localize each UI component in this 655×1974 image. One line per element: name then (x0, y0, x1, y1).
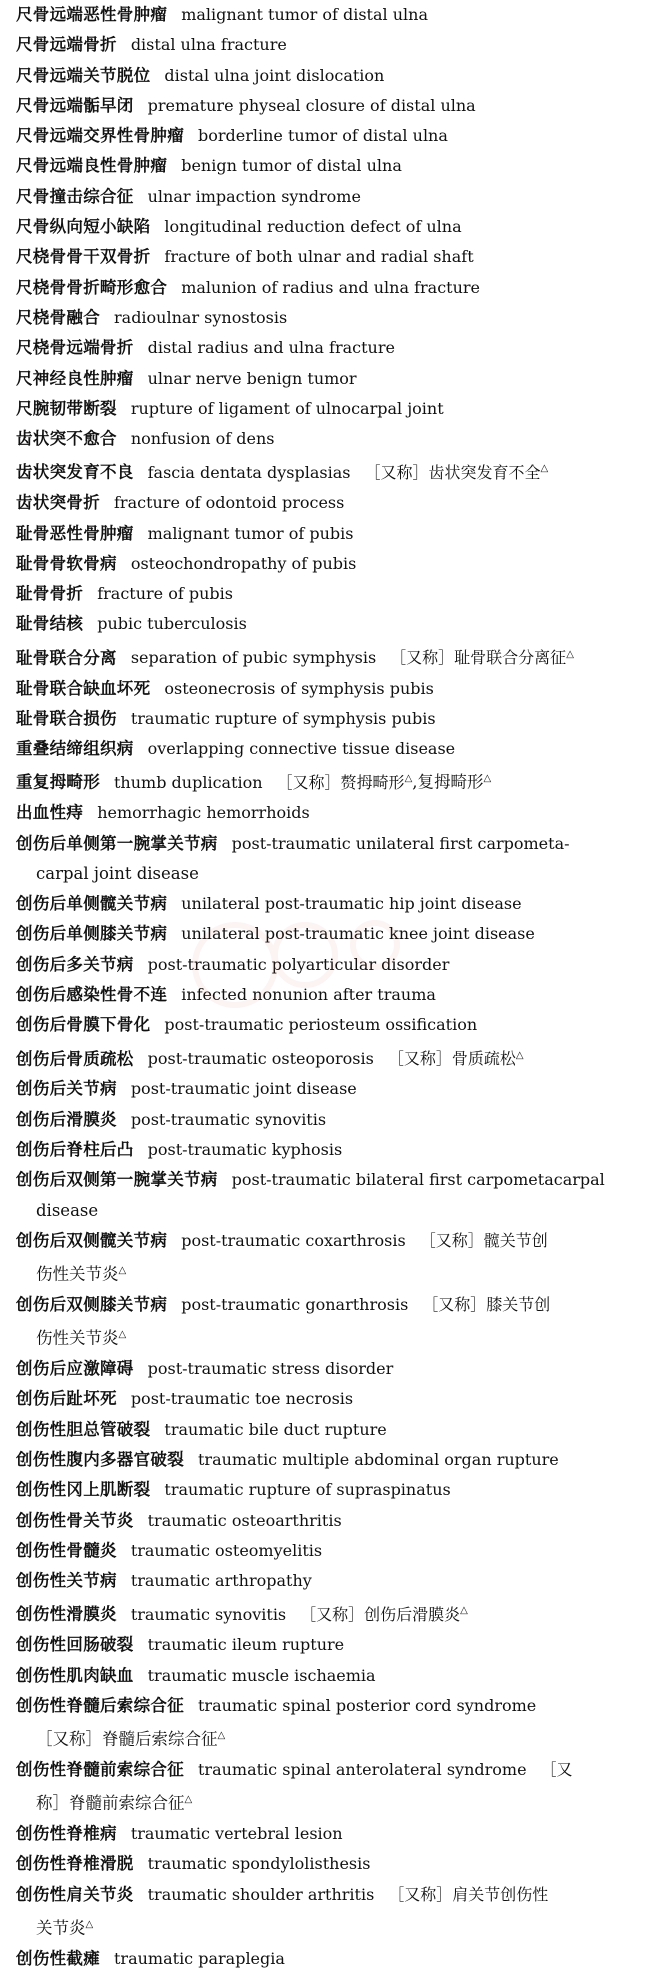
entry-english-term: overlapping connective tissue disease (147, 739, 456, 759)
dictionary-entry (0, 1506, 655, 1536)
entry-english-term: post-traumatic joint disease (130, 1079, 357, 1099)
entry-alias-second: ,复拇畸形 (412, 772, 484, 792)
entry-english-term: nonfusion of dens (130, 429, 275, 449)
entry-english-term: longitudinal reduction defect of ulna (164, 217, 462, 237)
entry-alias: ［又称］赘拇畸形 (276, 772, 405, 792)
entry-english-term: traumatic paraplegia (114, 1948, 285, 1968)
dictionary-entry (0, 1290, 655, 1354)
entry-chinese-term: 耻骨联合分离 (16, 648, 117, 668)
entry-chinese-term: 重叠结缔组织病 (16, 739, 134, 759)
entry-alias: ［又称］创伤后滑膜炎 (300, 1604, 461, 1624)
triangle-mark: △ (404, 773, 413, 785)
entry-english-term: traumatic osteoarthritis (147, 1510, 342, 1530)
entry-chinese-term: 创伤性骨关节炎 (16, 1510, 134, 1530)
entry-continuation (16, 1196, 643, 1226)
entry-english-term: benign tumor of distal ulna (181, 156, 402, 176)
entry-english-term: rupture of ligament of ulnocarpal joint (130, 398, 444, 418)
entry-chinese-term: 耻骨结核 (16, 614, 84, 634)
dictionary-entry (0, 1819, 655, 1849)
entry-chinese-term: 创伤后趾坏死 (16, 1389, 117, 1409)
entry-english-term: traumatic spinal anterolateral syndrome (198, 1759, 527, 1779)
entry-chinese-term: 创伤性脊髓前索综合征 (16, 1759, 184, 1779)
entry-chinese-term: 尺桡骨融合 (16, 307, 100, 327)
entry-chinese-term: 创伤后单侧第一腕掌关节病 (16, 833, 218, 853)
dictionary-entry (0, 1415, 655, 1445)
triangle-mark: △ (85, 1918, 94, 1930)
entry-continuation-text: ［又称］脊髓后索综合征 (36, 1729, 218, 1749)
dictionary-entry (0, 579, 655, 609)
entry-alias: ［又称］膝关节创 (422, 1294, 551, 1314)
dictionary-entry (0, 1165, 655, 1226)
entry-english-term: traumatic rupture of symphysis pubis (130, 708, 436, 728)
dictionary-entry (0, 1074, 655, 1104)
entry-chinese-term: 创伤性胆总管破裂 (16, 1419, 151, 1439)
dictionary-entry (0, 1630, 655, 1660)
dictionary-entry (0, 242, 655, 272)
entry-english-term: post-traumatic bilateral first carpometacarpal (231, 1170, 605, 1190)
entry-chinese-term: 齿状突不愈合 (16, 429, 117, 449)
triangle-mark: △ (566, 648, 574, 660)
dictionary-entry (0, 30, 655, 60)
entry-alias: ［又称］齿状突发育不全 (364, 462, 541, 482)
entry-chinese-term: 创伤性肩关节炎 (16, 1884, 134, 1904)
dictionary-entry (0, 1354, 655, 1384)
entry-chinese-term: 创伤后应激障碍 (16, 1359, 134, 1379)
dictionary-entry (0, 273, 655, 303)
entry-chinese-term: 耻骨联合损伤 (16, 708, 117, 728)
entry-english-term: osteonecrosis of symphysis pubis (164, 678, 434, 698)
entry-chinese-term: 尺骨远端骺早闭 (16, 95, 134, 115)
entry-chinese-term: 尺桡骨骨干双骨折 (16, 247, 151, 267)
entry-continuation (16, 859, 643, 889)
dictionary-entry (0, 151, 655, 181)
entry-english-term: post-traumatic unilateral first carpometa- (231, 833, 570, 853)
dictionary-entry (0, 1944, 655, 1974)
entry-continuation-text: 关节炎 (36, 1918, 86, 1938)
entry-continuation (16, 1785, 643, 1819)
dictionary-entry (0, 980, 655, 1010)
entry-chinese-term: 创伤性回肠破裂 (16, 1635, 134, 1655)
dictionary-entry (0, 121, 655, 151)
entry-english-term: traumatic muscle ischaemia (147, 1665, 376, 1685)
entry-english-term: traumatic ileum rupture (147, 1635, 345, 1655)
dictionary-entry (0, 519, 655, 549)
dictionary-entry (0, 1596, 655, 1630)
entry-english-term: traumatic spinal posterior cord syndrome (198, 1695, 537, 1715)
entry-chinese-term: 尺桡骨远端骨折 (16, 338, 134, 358)
entry-english-term: ulnar impaction syndrome (147, 186, 361, 206)
entry-chinese-term: 耻骨骨软骨病 (16, 553, 117, 573)
entry-english-term: separation of pubic symphysis (130, 648, 377, 668)
entry-chinese-term: 尺骨远端良性骨肿瘤 (16, 156, 168, 176)
entry-english-term: post-traumatic stress disorder (147, 1359, 394, 1379)
entry-chinese-term: 创伤后双侧髋关节病 (16, 1230, 168, 1250)
dictionary-entry (0, 1105, 655, 1135)
entry-chinese-term: 创伤性截瘫 (16, 1948, 100, 1968)
entry-chinese-term: 尺骨远端关节脱位 (16, 65, 151, 85)
dictionary-entry (0, 674, 655, 704)
entry-english-term: malignant tumor of pubis (147, 523, 354, 543)
entry-english-term: traumatic vertebral lesion (130, 1824, 343, 1844)
dictionary-entry (0, 1475, 655, 1505)
entry-continuation-text: disease (36, 1200, 99, 1220)
entry-chinese-term: 尺骨远端恶性骨肿瘤 (16, 5, 168, 24)
dictionary-entry (0, 1135, 655, 1165)
entry-english-term: post-traumatic gonarthrosis (181, 1294, 409, 1314)
dictionary-entry (0, 1226, 655, 1290)
entry-english-term: osteochondropathy of pubis (130, 553, 357, 573)
entry-chinese-term: 创伤后滑膜炎 (16, 1109, 117, 1129)
entry-english-term: premature physeal closure of distal ulna (147, 95, 476, 115)
dictionary-entry (0, 212, 655, 242)
entry-english-term: malignant tumor of distal ulna (181, 5, 428, 24)
dictionary-entry (0, 182, 655, 212)
entry-chinese-term: 尺骨纵向短小缺陷 (16, 217, 151, 237)
entry-english-term: pubic tuberculosis (97, 614, 247, 634)
entry-english-term: distal radius and ulna fracture (147, 338, 395, 358)
entry-english-term: fascia dentata dysplasias (147, 462, 351, 482)
dictionary-entry (0, 91, 655, 121)
entry-continuation-text: 伤性关节炎 (36, 1264, 119, 1284)
entry-english-term: thumb duplication (114, 772, 263, 792)
entry-chinese-term: 创伤后双侧膝关节病 (16, 1294, 168, 1314)
entry-chinese-term: 创伤性脊髓后索综合征 (16, 1695, 184, 1715)
entry-continuation (16, 1256, 643, 1290)
entry-chinese-term: 创伤后单侧膝关节病 (16, 924, 168, 944)
entry-english-term: ulnar nerve benign tumor (147, 368, 357, 388)
triangle-mark: △ (217, 1730, 226, 1742)
entry-english-term: malunion of radius and ulna fracture (181, 277, 481, 297)
dictionary-entry (0, 889, 655, 919)
dictionary-entry (0, 1384, 655, 1414)
dictionary-entry (0, 488, 655, 518)
entry-english-term: unilateral post-traumatic hip joint disease (181, 894, 522, 914)
entry-chinese-term: 重复拇畸形 (16, 772, 100, 792)
entry-english-term: traumatic shoulder arthritis (147, 1884, 375, 1904)
entry-chinese-term: 尺桡骨骨折畸形愈合 (16, 277, 168, 297)
entry-chinese-term: 创伤后骨质疏松 (16, 1049, 134, 1069)
dictionary-entry (0, 1536, 655, 1566)
entry-chinese-term: 耻骨联合缺血坏死 (16, 678, 151, 698)
entry-chinese-term: 尺骨撞击综合征 (16, 186, 134, 206)
entry-english-term: hemorrhagic hemorrhoids (97, 803, 310, 823)
dictionary-entry (0, 734, 655, 764)
dictionary-entry (0, 454, 655, 488)
entry-chinese-term: 齿状突骨折 (16, 493, 100, 513)
dictionary-entry (0, 0, 655, 30)
entry-english-term: post-traumatic synovitis (130, 1109, 327, 1129)
dictionary-entry (0, 1041, 655, 1075)
entry-english-term: fracture of odontoid process (114, 493, 345, 513)
entry-chinese-term: 创伤后双侧第一腕掌关节病 (16, 1170, 218, 1190)
entry-english-term: radioulnar synostosis (114, 307, 288, 327)
entry-english-term: distal ulna fracture (130, 35, 287, 55)
dictionary-entry (0, 1010, 655, 1040)
dictionary-entry (0, 303, 655, 333)
entry-continuation-text: carpal joint disease (36, 863, 199, 883)
entry-chinese-term: 尺腕韧带断裂 (16, 398, 117, 418)
entry-continuation-text: 伤性关节炎 (36, 1328, 119, 1348)
triangle-mark: △ (540, 463, 549, 475)
entry-english-term: traumatic multiple abdominal organ rupture (198, 1449, 559, 1469)
entry-english-term: fracture of pubis (97, 584, 233, 604)
dictionary-entry (0, 919, 655, 949)
entry-chinese-term: 耻骨骨折 (16, 584, 84, 604)
entry-chinese-term: 耻骨恶性骨肿瘤 (16, 523, 134, 543)
dictionary-entry (0, 1755, 655, 1819)
entry-continuation-text: 称］脊髓前索综合征 (36, 1793, 185, 1813)
entry-chinese-term: 创伤性肌肉缺血 (16, 1665, 134, 1685)
entry-alias: ［又称］肩关节创伤性 (388, 1884, 549, 1904)
dictionary-entry (0, 364, 655, 394)
entry-chinese-term: 创伤性滑膜炎 (16, 1604, 117, 1624)
entry-chinese-term: 创伤性腹内多器官破裂 (16, 1449, 184, 1469)
dictionary-entry (0, 549, 655, 579)
dictionary-entry (0, 1445, 655, 1475)
dictionary-entry (0, 394, 655, 424)
entry-english-term: distal ulna joint dislocation (164, 65, 385, 85)
triangle-mark: △ (483, 773, 492, 785)
dictionary-entry (0, 1849, 655, 1879)
triangle-mark: △ (515, 1049, 524, 1061)
entry-english-term: traumatic arthropathy (130, 1571, 312, 1591)
dictionary-entry (0, 640, 655, 674)
triangle-mark: △ (118, 1329, 127, 1341)
entry-chinese-term: 尺骨远端骨折 (16, 35, 117, 55)
entry-chinese-term: 创伤后多关节病 (16, 954, 134, 974)
triangle-mark: △ (118, 1265, 127, 1277)
dictionary-entry (0, 764, 655, 798)
triangle-mark: △ (460, 1605, 468, 1617)
triangle-mark: △ (184, 1794, 193, 1806)
entry-english-term: post-traumatic coxarthrosis (181, 1230, 406, 1250)
entry-english-term: post-traumatic toe necrosis (130, 1389, 354, 1409)
entry-chinese-term: 创伤性脊椎滑脱 (16, 1854, 134, 1874)
entry-english-term: traumatic bile duct rupture (164, 1419, 387, 1439)
dictionary-entry (0, 333, 655, 363)
entry-chinese-term: 创伤后关节病 (16, 1079, 117, 1099)
entry-english-term: fracture of both ulnar and radial shaft (164, 247, 474, 267)
entry-alias: ［又 (540, 1759, 573, 1779)
entry-english-term: post-traumatic osteoporosis (147, 1049, 374, 1069)
dictionary-entry (0, 704, 655, 734)
entry-chinese-term: 创伤性脊椎病 (16, 1824, 117, 1844)
entry-continuation (16, 1320, 643, 1354)
entry-continuation (16, 1721, 643, 1755)
dictionary-entry (0, 1661, 655, 1691)
entry-english-term: borderline tumor of distal ulna (198, 126, 448, 146)
entry-english-term: traumatic rupture of supraspinatus (164, 1480, 451, 1500)
entry-chinese-term: 创伤性关节病 (16, 1571, 117, 1591)
entry-chinese-term: 创伤后脊柱后凸 (16, 1139, 134, 1159)
entry-english-term: post-traumatic kyphosis (147, 1139, 343, 1159)
dictionary-entry (0, 1566, 655, 1596)
dictionary-entry (0, 424, 655, 454)
entry-chinese-term: 创伤性冈上肌断裂 (16, 1480, 151, 1500)
entry-english-term: traumatic synovitis (130, 1604, 287, 1624)
entry-alias: ［又称］耻骨联合分离征 (390, 648, 567, 668)
dictionary-entry (0, 950, 655, 980)
entry-english-term: post-traumatic periosteum ossification (164, 1015, 478, 1035)
entry-english-term: post-traumatic polyarticular disorder (147, 954, 450, 974)
dictionary-entry (0, 798, 655, 828)
entry-chinese-term: 尺神经良性肿瘤 (16, 368, 134, 388)
entry-alias: ［又称］骨质疏松 (387, 1049, 516, 1069)
entry-chinese-term: 出血性痔 (16, 803, 84, 823)
entry-english-term: traumatic osteomyelitis (130, 1540, 323, 1560)
dictionary-entry (0, 61, 655, 91)
entry-chinese-term: 创伤后骨膜下骨化 (16, 1015, 151, 1035)
entry-english-term: infected nonunion after trauma (181, 985, 436, 1004)
entry-alias: ［又称］髋关节创 (419, 1230, 548, 1250)
dictionary-entry (0, 1880, 655, 1944)
entry-english-term: unilateral post-traumatic knee joint disease (181, 924, 535, 944)
dictionary-entry (0, 609, 655, 639)
entry-chinese-term: 创伤后感染性骨不连 (16, 985, 168, 1004)
dictionary-entry (0, 1691, 655, 1755)
entry-continuation (16, 1910, 643, 1944)
entry-chinese-term: 创伤后单侧髋关节病 (16, 894, 168, 914)
entry-chinese-term: 创伤性骨髓炎 (16, 1540, 117, 1560)
entry-chinese-term: 齿状突发育不良 (16, 462, 134, 482)
entry-chinese-term: 尺骨远端交界性骨肿瘤 (16, 126, 184, 146)
dictionary-entry (0, 829, 655, 890)
entry-english-term: traumatic spondylolisthesis (147, 1854, 371, 1874)
